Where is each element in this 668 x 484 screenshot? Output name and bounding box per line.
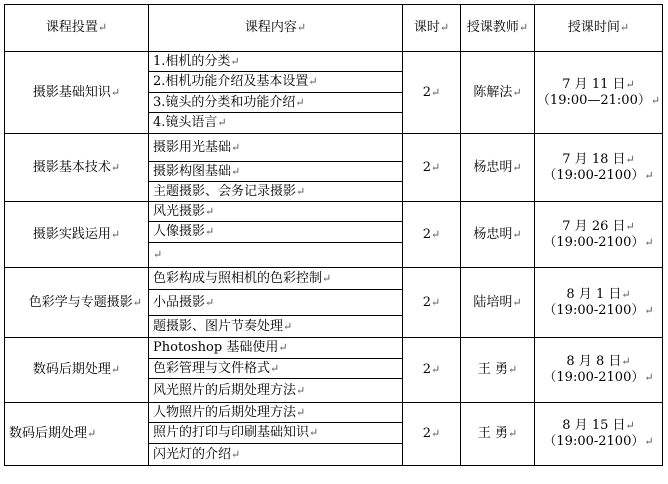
paragraph-mark-icon: ↵ xyxy=(431,160,441,174)
paragraph-mark-icon: ↵ xyxy=(518,21,529,34)
paragraph-mark-icon: ↵ xyxy=(231,447,241,461)
teacher-name: 陈解法 xyxy=(473,84,513,100)
schedule-time-cell xyxy=(535,403,663,466)
course-topic-text: 人像摄影 xyxy=(153,224,206,239)
course-topic-cell xyxy=(149,202,403,222)
paragraph-mark-icon: ↵ xyxy=(296,383,306,397)
paragraph-mark-icon: ↵ xyxy=(507,427,518,440)
course-topic-cell xyxy=(149,182,403,202)
paragraph-mark-icon: ↵ xyxy=(644,168,654,182)
paragraph-mark-icon: ↵ xyxy=(205,295,215,309)
paragraph-mark-icon: ↵ xyxy=(283,319,293,333)
course-topic-text: 4.镜头语言 xyxy=(153,115,218,130)
paragraph-mark-icon: ↵ xyxy=(110,363,121,376)
teacher-name: 杨忠明 xyxy=(473,226,513,242)
course-category-text: 摄影基本技术 xyxy=(32,159,111,175)
hours-cell xyxy=(403,134,461,202)
paragraph-mark-icon: ↵ xyxy=(132,295,142,309)
paragraph-mark-icon: ↵ xyxy=(625,152,635,166)
hours-value: 2 xyxy=(422,159,432,175)
paragraph-mark-icon: ↵ xyxy=(644,371,654,384)
paragraph-mark-icon: ↵ xyxy=(270,361,280,375)
paragraph-mark-icon: ↵ xyxy=(296,21,307,34)
course-category-cell xyxy=(5,134,149,202)
course-topic-cell xyxy=(149,316,403,338)
course-topic-text: 1.相机的分类 xyxy=(153,53,231,69)
schedule-time-cell xyxy=(535,202,663,268)
table-row xyxy=(5,338,663,359)
paragraph-mark-icon: ↵ xyxy=(619,21,630,34)
course-topic-text: 3.镜头的分类和功能介绍 xyxy=(153,94,296,110)
table-row xyxy=(5,403,663,423)
teacher-cell xyxy=(461,52,535,134)
paragraph-mark-icon: ↵ xyxy=(512,160,522,174)
course-category-cell xyxy=(5,202,149,268)
schedule-date: 8 月 15 日 xyxy=(562,418,626,433)
header-course-content: 课程内容↵ xyxy=(149,5,403,52)
paragraph-mark-icon: ↵ xyxy=(296,405,306,419)
schedule-date: 8 月 8 日 xyxy=(566,354,622,369)
paragraph-mark-icon: ↵ xyxy=(439,21,450,34)
course-topic-cell xyxy=(149,134,403,162)
course-topic-cell xyxy=(149,162,403,182)
teacher-cell xyxy=(461,338,535,403)
paragraph-mark-icon: ↵ xyxy=(110,85,121,99)
course-category-text: 摄影基础知识 xyxy=(32,84,111,100)
hours-value: 2 xyxy=(422,226,432,242)
hours-cell xyxy=(403,403,461,466)
paragraph-mark-icon: ↵ xyxy=(512,295,522,309)
table-row xyxy=(5,134,663,162)
teacher-name: 陆培明 xyxy=(473,294,513,310)
paragraph-mark-icon: ↵ xyxy=(278,341,288,354)
paragraph-mark-icon: ↵ xyxy=(625,77,635,91)
course-topic-text: Photoshop 基础使用 xyxy=(153,340,279,355)
table-row xyxy=(5,52,663,72)
hours-value: 2 xyxy=(422,362,432,377)
paragraph-mark-icon: ↵ xyxy=(431,85,441,99)
paragraph-mark-icon: ↵ xyxy=(431,295,441,309)
paragraph-mark-icon: ↵ xyxy=(621,287,631,301)
course-topic-cell xyxy=(149,290,403,316)
paragraph-mark-icon: ↵ xyxy=(87,427,97,440)
course-category-cell xyxy=(5,52,149,134)
schedule-hours-range: （19:00-2100） xyxy=(543,302,645,318)
course-topic-cell xyxy=(149,379,403,403)
course-schedule-body xyxy=(5,5,663,466)
course-topic-text: 主题摄影、会务记录摄影 xyxy=(153,183,297,199)
schedule-hours-range: （19:00—21:00） xyxy=(536,92,651,108)
paragraph-mark-icon: ↵ xyxy=(231,140,241,154)
schedule-hours-range: （19:00-2100） xyxy=(543,234,645,250)
course-topic-cell xyxy=(149,113,403,134)
hours-cell xyxy=(403,268,461,338)
paragraph-mark-icon: ↵ xyxy=(625,219,635,233)
paragraph-mark-icon: ↵ xyxy=(296,184,306,198)
paragraph-mark-icon: ↵ xyxy=(512,227,522,241)
course-topic-text: 色彩管理与文件格式 xyxy=(153,360,271,376)
course-topic-text: 题摄影、图片节奏处理 xyxy=(153,318,284,334)
schedule-table-wrapper xyxy=(4,4,663,466)
course-topic-cell xyxy=(149,359,403,379)
paragraph-mark-icon: ↵ xyxy=(309,426,319,439)
course-topic-cell xyxy=(149,72,403,93)
teacher-cell xyxy=(461,134,535,202)
course-category-text: 数码后期处理 xyxy=(32,362,111,377)
paragraph-mark-icon: ↵ xyxy=(97,21,108,34)
hours-value: 2 xyxy=(422,294,432,310)
teacher-name: 王 勇 xyxy=(477,426,508,441)
paragraph-mark-icon: ↵ xyxy=(322,271,332,285)
schedule-date: 8 月 1 日 xyxy=(566,286,622,302)
course-category-cell xyxy=(5,403,149,466)
paragraph-mark-icon: ↵ xyxy=(431,427,441,440)
course-topic-text: 照片的打印与印刷基础知识 xyxy=(153,425,310,440)
schedule-hours-range: （19:00-2100） xyxy=(543,434,645,449)
paragraph-mark-icon: ↵ xyxy=(217,116,227,129)
header-hours: 课时↵ xyxy=(403,5,461,52)
course-category-cell xyxy=(5,338,149,403)
course-topic-cell xyxy=(149,423,403,444)
teacher-cell xyxy=(461,268,535,338)
paragraph-mark-icon: ↵ xyxy=(644,235,654,249)
teacher-name: 杨忠明 xyxy=(473,159,513,175)
schedule-time-cell xyxy=(535,338,663,403)
schedule-date: 7 月 26 日 xyxy=(562,218,626,234)
header-teacher: 授课教师↵ xyxy=(461,5,535,52)
paragraph-mark-icon: ↵ xyxy=(110,160,121,174)
course-topic-text: 2.相机功能介绍及基本设置 xyxy=(153,74,309,89)
course-topic-text: 风光摄影 xyxy=(153,203,206,219)
course-topic-text: 摄影用光基础 xyxy=(153,139,232,155)
schedule-hours-range: （19:00-2100） xyxy=(543,370,645,385)
course-topic-text: 小品摄影 xyxy=(153,294,206,310)
teacher-cell xyxy=(461,403,535,466)
paragraph-mark-icon: ↵ xyxy=(230,54,240,68)
course-topic-text: 风光照片的后期处理方法 xyxy=(153,382,297,398)
hours-value: 2 xyxy=(422,84,432,100)
schedule-time-cell xyxy=(535,134,663,202)
course-topic-text: 摄影构图基础 xyxy=(153,163,232,179)
schedule-time-cell xyxy=(535,268,663,338)
paragraph-mark-icon: ↵ xyxy=(295,95,305,109)
paragraph-mark-icon: ↵ xyxy=(110,227,121,241)
paragraph-mark-icon: ↵ xyxy=(625,419,635,432)
teacher-name: 王 勇 xyxy=(477,362,508,377)
paragraph-mark-icon: ↵ xyxy=(431,363,441,376)
table-row xyxy=(5,268,663,290)
schedule-date: 7 月 18 日 xyxy=(562,151,626,167)
table-header-row xyxy=(5,5,663,52)
course-topic-cell xyxy=(149,268,403,290)
teacher-cell xyxy=(461,202,535,268)
course-category-text: 摄影实践运用 xyxy=(32,226,111,242)
course-topic-cell xyxy=(149,444,403,466)
paragraph-mark-icon: ↵ xyxy=(431,227,441,241)
paragraph-mark-icon: ↵ xyxy=(205,225,215,238)
schedule-date: 7 月 11 日 xyxy=(562,76,626,92)
course-topic-text: 色彩构成与照相机的色彩控制 xyxy=(153,270,323,286)
paragraph-mark-icon: ↵ xyxy=(644,435,654,448)
paragraph-mark-icon: ↵ xyxy=(644,303,654,317)
course-schedule-table xyxy=(4,4,663,466)
paragraph-mark-icon: ↵ xyxy=(153,248,163,261)
header-time: 授课时间↵ xyxy=(535,5,663,52)
course-category-cell xyxy=(5,268,149,338)
table-row xyxy=(5,202,663,222)
course-topic-cell xyxy=(149,222,403,243)
schedule-hours-range: （19:00-2100） xyxy=(543,167,645,183)
header-course-category: 课程投置↵ xyxy=(5,5,149,52)
course-topic-text: 人物照片的后期处理方法 xyxy=(153,404,297,420)
paragraph-mark-icon: ↵ xyxy=(308,75,318,88)
hours-value: 2 xyxy=(422,426,432,441)
course-topic-cell xyxy=(149,243,403,268)
hours-cell xyxy=(403,202,461,268)
schedule-time-cell xyxy=(535,52,663,134)
course-category-text: 数码后期处理 xyxy=(9,426,88,441)
paragraph-mark-icon: ↵ xyxy=(512,85,522,99)
course-topic-text: 闪光灯的介绍 xyxy=(153,446,232,462)
paragraph-mark-icon: ↵ xyxy=(621,355,631,368)
paragraph-mark-icon: ↵ xyxy=(650,93,661,107)
paragraph-mark-icon: ↵ xyxy=(231,164,241,178)
course-category-text: 色彩学与专题摄影 xyxy=(28,294,133,310)
course-topic-cell xyxy=(149,403,403,423)
paragraph-mark-icon: ↵ xyxy=(205,204,215,218)
paragraph-mark-icon: ↵ xyxy=(507,363,518,376)
course-topic-cell xyxy=(149,52,403,72)
hours-cell xyxy=(403,338,461,403)
hours-cell xyxy=(403,52,461,134)
course-topic-cell xyxy=(149,338,403,359)
course-topic-cell xyxy=(149,93,403,113)
